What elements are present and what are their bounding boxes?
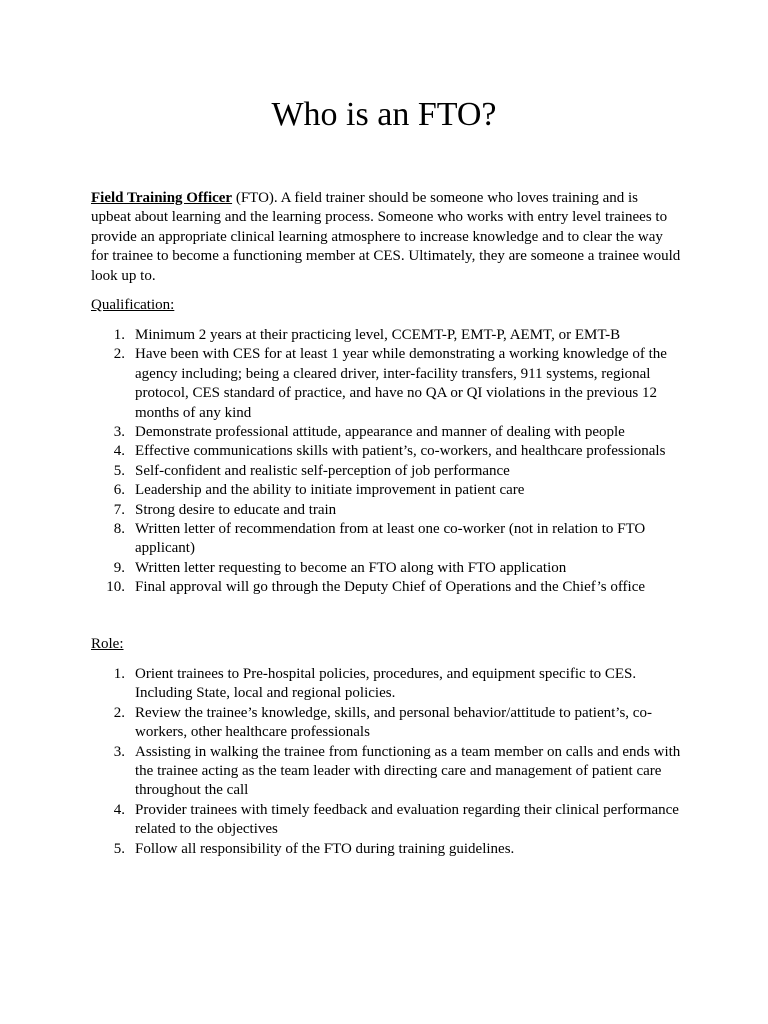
list-item-text: Orient trainees to Pre-hospital policies, procedures, and equipment specific to CES. Including State, local and regional policies. bbox=[135, 666, 637, 702]
list-item bbox=[91, 801, 681, 840]
list-item-number: 3. bbox=[113, 424, 125, 441]
list-item-text: Leadership and the ability to initiate improvement in patient care bbox=[135, 482, 525, 499]
list-item-number: 5. bbox=[113, 840, 125, 857]
list-item-text: Demonstrate professional attitude, appearance and manner of dealing with people bbox=[135, 424, 625, 441]
list-item bbox=[91, 326, 681, 345]
page-title: Who is an FTO? bbox=[271, 96, 497, 133]
qualification-heading: Qualification: bbox=[91, 297, 175, 313]
list-item-number: 2. bbox=[113, 346, 125, 363]
list-item bbox=[91, 462, 681, 481]
list-item bbox=[91, 481, 681, 500]
list-item-text: Have been with CES for at least 1 year while demonstrating a working knowledge of the agency including; being a cleared driver, inter-facility transfers, 911 systems, regional protocol, CES standard of practice, and have no QA or QI violations in the previous 12 months of any kind bbox=[135, 346, 667, 421]
list-item bbox=[91, 423, 681, 442]
list-item-number: 8. bbox=[113, 521, 125, 538]
role-heading: Role: bbox=[91, 636, 124, 652]
list-item-text: Minimum 2 years at their practicing level, CCEMT-P, EMT-P, AEMT, or EMT-B bbox=[135, 327, 621, 343]
list-item bbox=[91, 704, 681, 743]
list-item-number: 10. bbox=[106, 579, 125, 596]
qualification-list bbox=[91, 326, 681, 598]
list-item-text: Self-confident and realistic self-perception of job performance bbox=[135, 462, 510, 479]
list-item-number: 7. bbox=[113, 501, 125, 518]
list-item-text: Follow all responsibility of the FTO during training guidelines. bbox=[135, 840, 515, 857]
list-item-number: 6. bbox=[113, 482, 125, 499]
list-item-number: 5. bbox=[113, 462, 125, 479]
list-item-number: 3. bbox=[113, 743, 125, 760]
role-list bbox=[91, 665, 681, 859]
list-item-text: Effective communications skills with patient’s, co-workers, and healthcare professionals bbox=[135, 443, 666, 460]
list-item-text: Written letter requesting to become an FTO along with FTO application bbox=[135, 559, 567, 576]
list-item bbox=[91, 840, 681, 859]
list-item bbox=[91, 665, 681, 704]
list-item-text: Assisting in walking the trainee from functioning as a team member on calls and ends with the trainee acting as the team leader with directing care and management of patient care throughout the call bbox=[135, 743, 681, 799]
list-item-text: Strong desire to educate and train bbox=[135, 501, 337, 518]
list-item bbox=[91, 501, 681, 520]
list-item bbox=[91, 743, 681, 801]
list-item-number: 9. bbox=[113, 559, 125, 576]
list-item-number: 1. bbox=[113, 666, 125, 682]
intro-text: (FTO). A field trainer should be someone who loves training and is upbeat about learning and the learning process. Someone who works with entry level trainees to provide an appropriate clinical learning atmosphere to increase knowledge and to clear the way for trainee to become a functioning member at CES. Ultimately, they are someone a trainee would look up to. bbox=[91, 190, 681, 284]
list-item-number: 2. bbox=[113, 704, 125, 721]
list-item-text: Provider trainees with timely feedback and evaluation regarding their clinical performance related to the objectives bbox=[135, 801, 679, 838]
list-item bbox=[91, 345, 681, 423]
list-item bbox=[91, 559, 681, 578]
list-item-number: 1. bbox=[113, 327, 125, 343]
intro-paragraph bbox=[91, 189, 681, 286]
list-item-text: Written letter of recommendation from at least one co-worker (not in relation to FTO applicant) bbox=[135, 521, 646, 557]
list-item-text: Review the trainee’s knowledge, skills, and personal behavior/attitude to patient’s, co-workers, other healthcare professionals bbox=[135, 704, 652, 741]
list-item bbox=[91, 578, 681, 597]
list-item-number: 4. bbox=[113, 443, 125, 460]
list-item-number: 4. bbox=[113, 801, 125, 818]
intro-term: Field Training Officer bbox=[91, 190, 233, 206]
list-item-text: Final approval will go through the Deputy Chief of Operations and the Chief’s office bbox=[135, 579, 646, 596]
list-item bbox=[91, 520, 681, 559]
list-item bbox=[91, 442, 681, 461]
